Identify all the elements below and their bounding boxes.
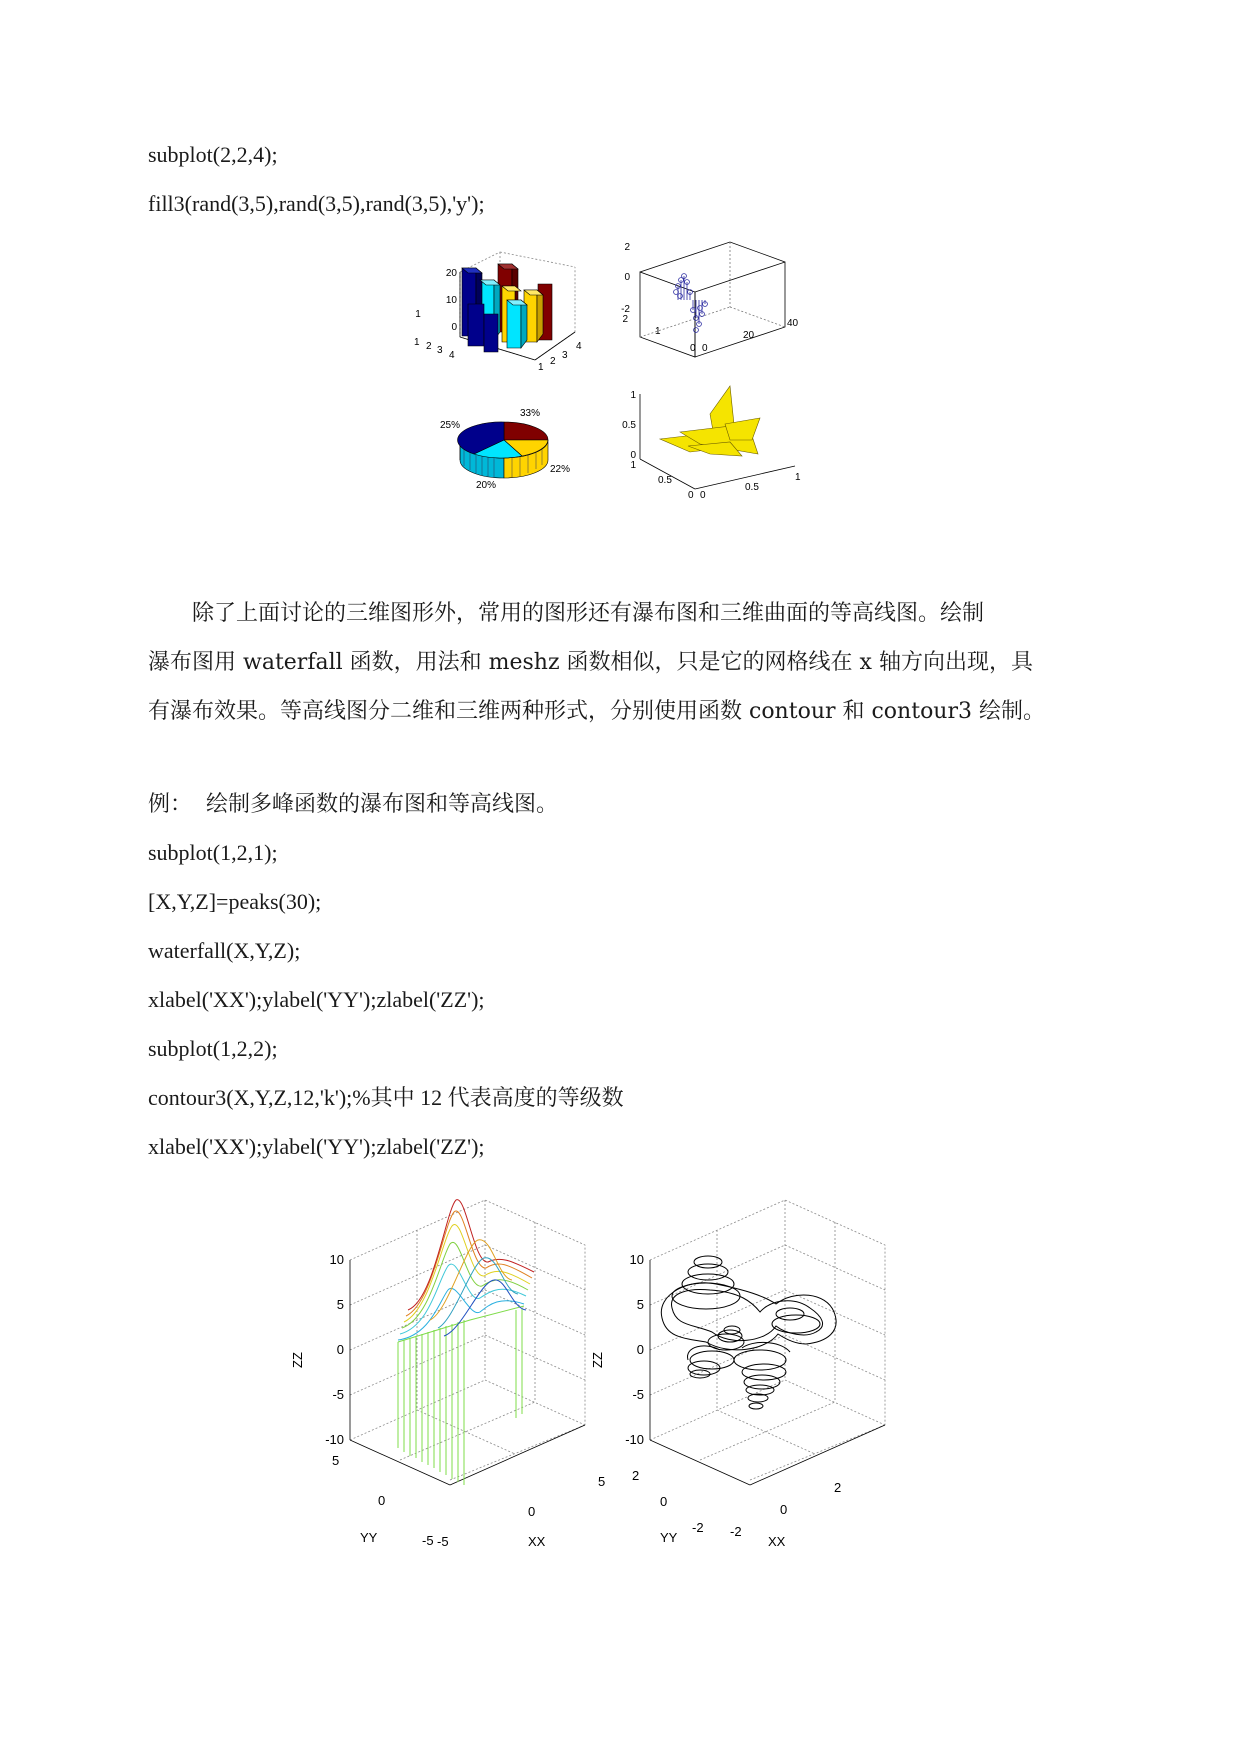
code-line: xlabel('XX');ylabel('YY');zlabel('ZZ'); — [148, 987, 485, 1012]
bar3-z-tick: 20 — [445, 268, 457, 279]
contour3-zlabel: ZZ — [590, 1352, 605, 1368]
body-paragraph — [148, 589, 1093, 736]
fill3-z-tick: 0.5 — [622, 420, 636, 431]
fill3-x-tick: 0 — [700, 490, 706, 501]
pie3-label-33: 33% — [520, 408, 541, 419]
contour3-x-tick: -2 — [730, 1524, 742, 1539]
waterfall-x-tick: -5 — [437, 1534, 449, 1549]
stem3-y-tick: 0 — [690, 343, 696, 354]
bar3-right-tick-4: 4 — [576, 341, 582, 352]
stem3-y-tick: 2 — [622, 314, 628, 325]
waterfall-y-tick: -5 — [422, 1533, 434, 1548]
paragraph-line: 瀑布图用 waterfall 函数，用法和 meshz 函数相似，只是它的网格线在 x 轴方向出现，具 — [148, 650, 1033, 675]
waterfall-z-tick: 5 — [336, 1297, 344, 1312]
code-line-subplot-224: subplot(2,2,4); — [148, 142, 278, 167]
fill3-y-tick: 0 — [688, 490, 694, 501]
waterfall-z-tick: -10 — [325, 1432, 344, 1447]
waterfall-z-tick: -5 — [332, 1387, 344, 1402]
contour3-z-tick: -5 — [632, 1387, 644, 1402]
contour3-xlabel: XX — [768, 1534, 786, 1549]
waterfall-zlabel: ZZ — [290, 1352, 305, 1368]
code-line: contour3(X,Y,Z,12,'k');%其中 12 代表高度的等级数 — [148, 1085, 624, 1110]
fill3-x-tick: 1 — [795, 472, 801, 483]
waterfall-lines — [398, 1200, 534, 1485]
paragraph-line: 除了上面讨论的三维图形外，常用的图形还有瀑布图和三维曲面的等高线图。绘制 — [192, 601, 985, 626]
contour3-y-tick: -2 — [692, 1520, 704, 1535]
bar3-subplot — [414, 252, 582, 373]
waterfall-y-tick: 0 — [378, 1493, 386, 1508]
code-line: subplot(1,2,2); — [148, 1036, 278, 1061]
waterfall-ylabel: YY — [360, 1530, 378, 1545]
fill3-y-tick: 0.5 — [658, 475, 672, 486]
contour3-x-tick: 2 — [834, 1480, 842, 1495]
stem3-subplot — [621, 242, 798, 357]
figure-1 — [414, 242, 860, 552]
pie3-label-22: 22% — [550, 464, 571, 475]
waterfall-y-tick: 5 — [332, 1453, 340, 1468]
fill3-x-tick: 0.5 — [745, 482, 759, 493]
bar3-z-tick: 0 — [451, 322, 457, 333]
fill3-z-tick: 1 — [630, 390, 636, 401]
code-line: waterfall(X,Y,Z); — [148, 938, 301, 963]
bar3-right-tick-2: 2 — [550, 356, 556, 367]
waterfall-xlabel: XX — [528, 1534, 546, 1549]
figure-2 — [280, 1200, 920, 1560]
bar3-left-tick-4: 4 — [449, 350, 455, 361]
fill3-y-tick: 1 — [630, 460, 636, 471]
paragraph-line: 有瀑布效果。等高线图分二维和三维两种形式，分别使用函数 contour 和 contour3 绘制。 — [148, 699, 1045, 724]
pie3-label-25: 25% — [440, 420, 461, 431]
pie3-label-20: 20% — [476, 480, 497, 491]
bar3-left-tick-1: 1 — [414, 337, 420, 348]
contour3-z-tick: 0 — [636, 1342, 644, 1357]
stem3-z-tick: 0 — [624, 272, 630, 283]
contour3-x-tick: 0 — [780, 1502, 788, 1517]
waterfall-x-tick: 0 — [528, 1504, 536, 1519]
fill3-subplot — [622, 386, 801, 501]
example-title: 例： 绘制多峰函数的瀑布图和等高线图。 — [148, 792, 558, 817]
code-line: xlabel('XX');ylabel('YY');zlabel('ZZ'); — [148, 1134, 485, 1159]
stem3-x-tick: 0 — [702, 343, 708, 354]
pie3-subplot — [440, 408, 570, 491]
contour3-z-tick: -10 — [625, 1432, 644, 1447]
stem3-z-tick: -2 — [621, 304, 630, 315]
stem3-x-tick: 40 — [787, 318, 799, 329]
fill3-z-tick: 0 — [630, 450, 636, 461]
bar3-x-tick: 1 — [415, 309, 421, 320]
bar3-right-tick-1: 1 — [538, 362, 544, 373]
contour3-y-tick: 0 — [660, 1494, 668, 1509]
bar3-right-tick-3: 3 — [562, 350, 568, 361]
contour3-ylabel: YY — [660, 1530, 678, 1545]
contour3-lines — [661, 1256, 836, 1409]
fill3-polygons — [660, 386, 760, 456]
waterfall-x-tick: 5 — [598, 1474, 606, 1489]
contour3-y-tick: 2 — [632, 1468, 640, 1483]
contour3-subplot — [590, 1200, 885, 1549]
waterfall-z-tick: 0 — [336, 1342, 344, 1357]
stem3-stems — [674, 274, 708, 333]
stem3-z-tick: 2 — [624, 242, 630, 253]
code-line: [X,Y,Z]=peaks(30); — [148, 889, 322, 914]
bar3-bars — [462, 264, 552, 352]
bar3-z-tick: 10 — [445, 295, 457, 306]
waterfall-z-tick: 10 — [329, 1252, 344, 1267]
code-line-fill3: fill3(rand(3,5),rand(3,5),rand(3,5),'y'); — [148, 191, 485, 216]
stem3-x-tick: 20 — [743, 330, 755, 341]
waterfall-subplot — [290, 1200, 605, 1549]
bar3-left-tick-3: 3 — [437, 345, 443, 356]
code-line: subplot(1,2,1); — [148, 840, 278, 865]
stem3-y-tick: 1 — [655, 326, 661, 337]
contour3-z-tick: 10 — [629, 1252, 644, 1267]
bar3-left-tick-2: 2 — [426, 341, 432, 352]
contour3-z-tick: 5 — [636, 1297, 644, 1312]
